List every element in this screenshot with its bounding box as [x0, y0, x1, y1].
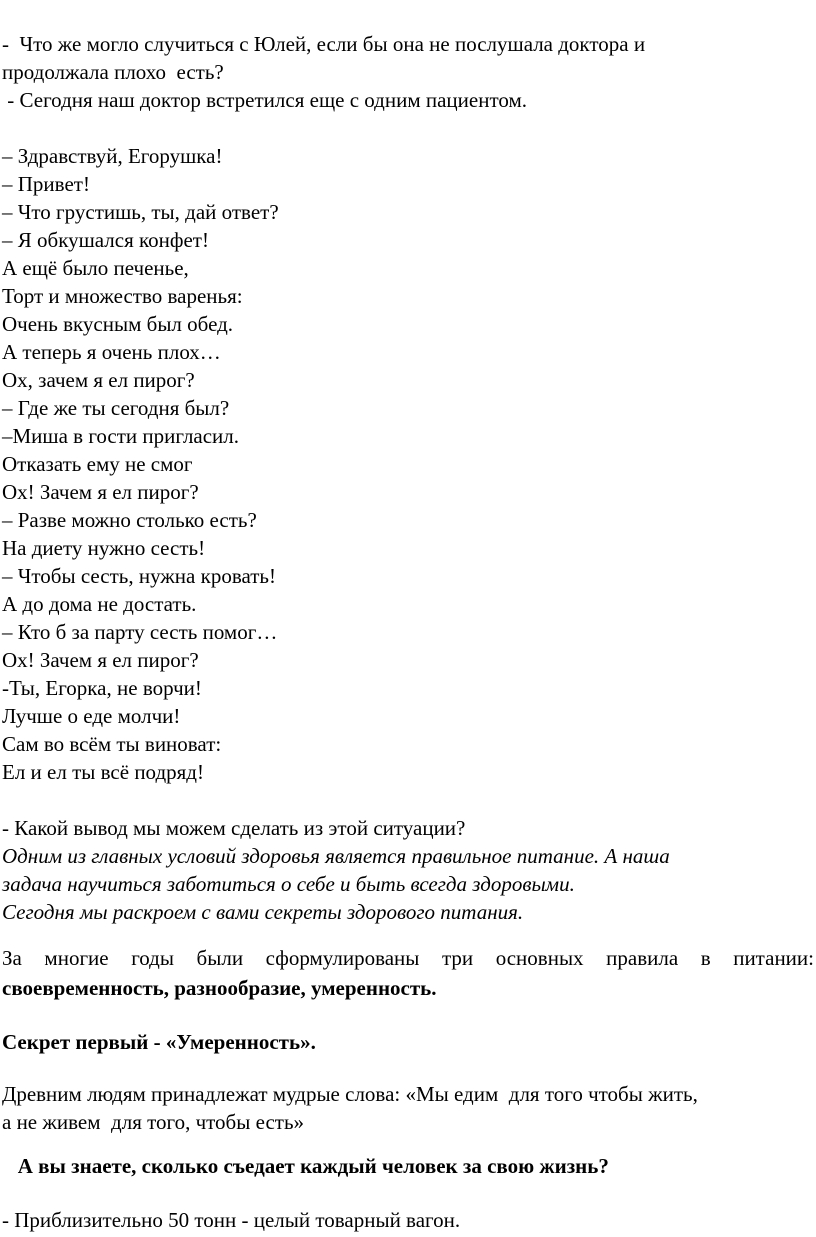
quote-line: Древним людям принадлежат мудрые слова: «Мы едим для того чтобы жить,: [2, 1082, 698, 1106]
intro-line: - Сегодня наш доктор встретился еще с одним пациентом.: [2, 88, 527, 112]
poem-line: Лучше о еде молчи!: [2, 704, 181, 728]
poem-line: Ох, зачем я ел пирог?: [2, 368, 195, 392]
poem-line: Сам во всём ты виноват:: [2, 732, 222, 756]
poem-line: – Кто б за парту сесть помог…: [2, 620, 278, 644]
conclusion-line: Одним из главных условий здоровья является правильное питание. А наша: [2, 844, 670, 868]
poem-line: –Миша в гости пригласил.: [2, 424, 240, 448]
intro-line: - Что же могло случиться с Юлей, если бы она не послушала доктора и: [2, 32, 646, 56]
poem-line: А теперь я очень плох…: [2, 340, 221, 364]
poem-line: – Разве можно столько есть?: [2, 508, 257, 532]
question-line: - Какой вывод мы можем сделать из этой ситуации?: [2, 816, 466, 840]
conclusion-line: задача научиться заботиться о себе и быть всегда здоровыми.: [2, 872, 575, 896]
answer-line: - Приблизительно 50 тонн - целый товарный вагон.: [2, 1208, 461, 1232]
poem-line: -Ты, Егорка, не ворчи!: [2, 676, 202, 700]
poem-line: Отказать ему не смог: [2, 452, 193, 476]
poem-line: Очень вкусным был обед.: [2, 312, 234, 336]
rules-bold: своевременность, разнообразие, умеренность.: [2, 976, 437, 1000]
poem-line: А до дома не достать.: [2, 592, 197, 616]
poem-line: – Я обкушался конфет!: [2, 228, 209, 252]
poem-line: – Чтобы сесть, нужна кровать!: [2, 564, 276, 588]
poem-line: – Где же ты сегодня был?: [2, 396, 230, 420]
poem-line: – Что грустишь, ты, дай ответ?: [2, 200, 279, 224]
poem-line: Торт и множество варенья:: [2, 284, 243, 308]
poem-line: Ох! Зачем я ел пирог?: [2, 648, 199, 672]
quote-line: а не живем для того, чтобы есть»: [2, 1110, 305, 1134]
poem-line: На диету нужно сесть!: [2, 536, 206, 560]
poem-line: – Здравствуй, Егорушка!: [2, 144, 223, 168]
secret-title: Секрет первый - «Умеренность».: [2, 1030, 316, 1054]
poem-line: Ох! Зачем я ел пирог?: [2, 480, 199, 504]
bold-question: А вы знаете, сколько съедает каждый человек за свою жизнь?: [2, 1154, 609, 1178]
intro-line: продолжала плохо есть?: [2, 60, 224, 84]
rules-text: За многие годы были сформулированы три основных правила в питании:: [2, 946, 814, 970]
poem-line: А ещё было печенье,: [2, 256, 189, 280]
conclusion-line: Сегодня мы раскроем с вами секреты здорового питания.: [2, 900, 524, 924]
poem-line: Ел и ел ты всё подряд!: [2, 760, 204, 784]
poem-line: – Привет!: [2, 172, 90, 196]
